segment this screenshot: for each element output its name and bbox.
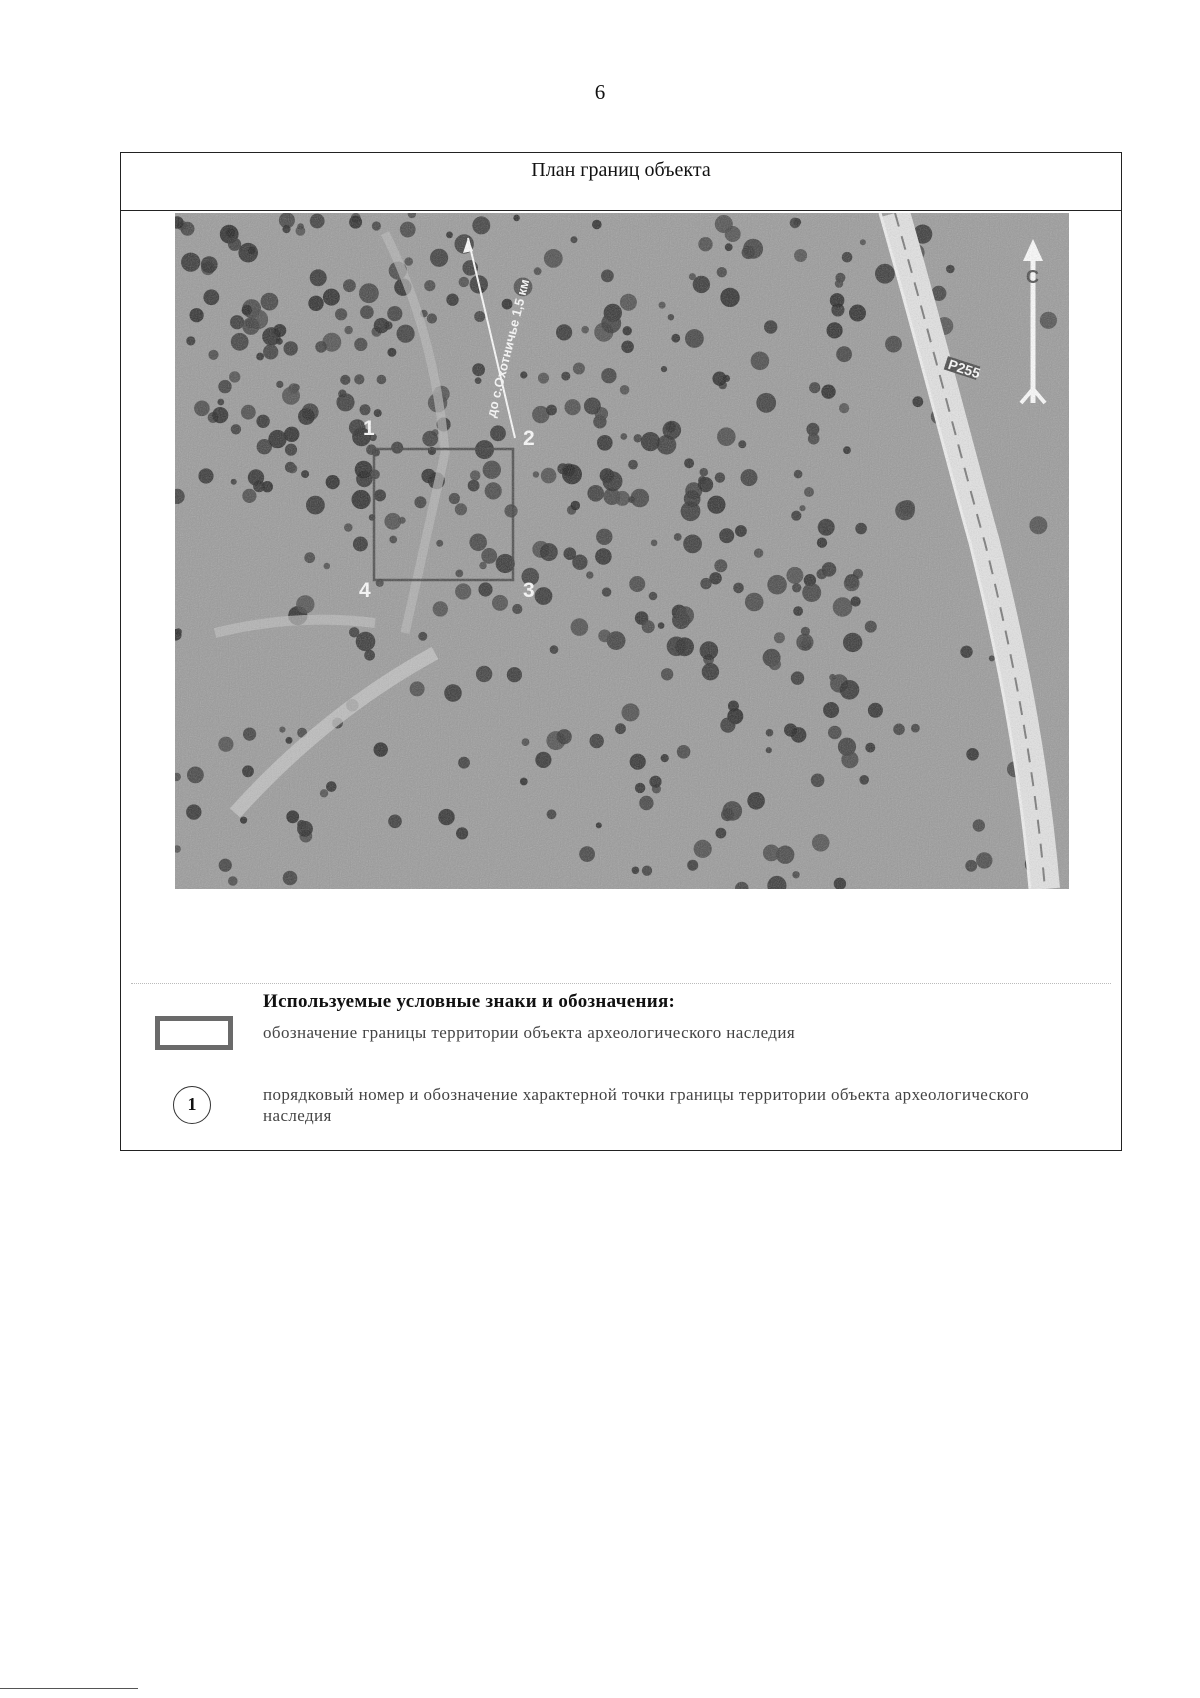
legend-boundary-text: обозначение границы территории объекта археологического наследия (263, 1023, 796, 1042)
footer-rule (0, 1688, 138, 1689)
legend-point-text: порядковый номер и обозначение характерной точки границы территории объекта археологического наследия (263, 1085, 1030, 1125)
frame-title: План границ объекта (121, 153, 1121, 211)
legend-separator (131, 983, 1111, 984)
page-number: 6 (594, 80, 606, 104)
satellite-map (175, 213, 1069, 889)
legend-title: Используемые условные знаки и обозначения: (263, 991, 676, 1012)
boundary-plan-frame (120, 152, 1122, 1151)
boundary-legend-swatch (155, 1016, 233, 1050)
point-legend-symbol: 1 (173, 1086, 211, 1124)
